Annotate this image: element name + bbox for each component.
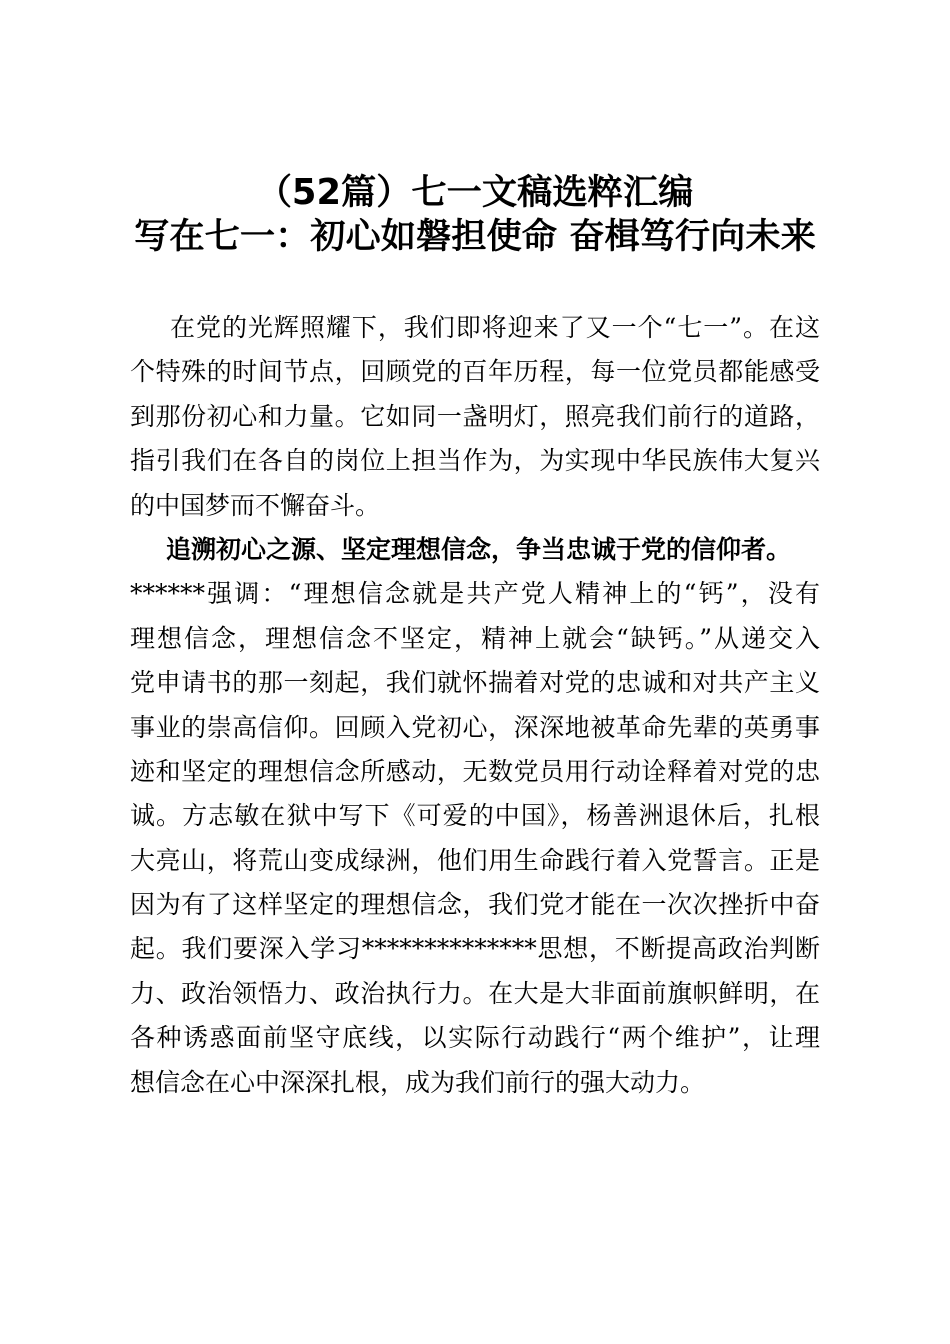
text-line: 在党的光辉照耀下，我们即将迎来了又一个“七一”。在这 [170, 313, 820, 342]
text-line: 事业的崇高信仰。回顾入党初心，深深地被革命先辈的英勇事 [130, 712, 820, 742]
text-line: 个特殊的时间节点，回顾党的百年历程，每一位党员都能感受 [130, 357, 820, 387]
text-line: 起。我们要深入学习**************思想，不断提高政治判断 [130, 934, 820, 964]
paragraph-intro [130, 306, 820, 528]
document-title: （52篇）七一文稿选粹汇编 [256, 172, 694, 213]
text-line: 指引我们在各自的岗位上担当作为，为实现中华民族伟大复兴 [130, 446, 820, 476]
section-heading-text: 追溯初心之源、坚定理想信念，争当忠诚于党的信仰者。 [166, 534, 792, 564]
text-line: 大亮山，将荒山变成绿洲，他们用生命践行着入党誓言。正是 [130, 845, 820, 875]
text-line: 理想信念，理想信念不坚定，精神上就会“缺钙。”从递交入 [130, 623, 820, 653]
text-line: 各种诱惑面前坚守底线，以实际行动践行“两个维护”，让理 [130, 1023, 820, 1053]
section-heading [130, 528, 820, 572]
text-line: 想信念在心中深深扎根，成为我们前行的强大动力。 [130, 1067, 706, 1097]
document-subtitle: 写在七一：初心如磐担使命 奋楫笃行向未来 [134, 216, 816, 257]
text-line: ******强调：“理想信念就是共产党人精神上的“钙”，没有 [130, 579, 820, 609]
text-line: 诚。方志敏在狱中写下《可爱的中国》，杨善洲退休后，扎根 [130, 801, 820, 831]
text-line: 到那份初心和力量。它如同一盏明灯，照亮我们前行的道路， [130, 401, 820, 431]
text-line: 因为有了这样坚定的理想信念，我们党才能在一次次挫折中奋 [130, 890, 820, 920]
document-body [130, 306, 820, 1105]
text-line: 的中国梦而不懈奋斗。 [130, 490, 381, 520]
text-line: 力、政治领悟力、政治执行力。在大是大非面前旗帜鲜明，在 [130, 978, 820, 1008]
paragraph-ideals [130, 572, 820, 1105]
text-line: 党申请书的那一刻起，我们就怀揣着对党的忠诚和对共产主义 [130, 668, 820, 698]
text-line: 迹和坚定的理想信念所感动，无数党员用行动诠释着对党的忠 [130, 756, 820, 786]
